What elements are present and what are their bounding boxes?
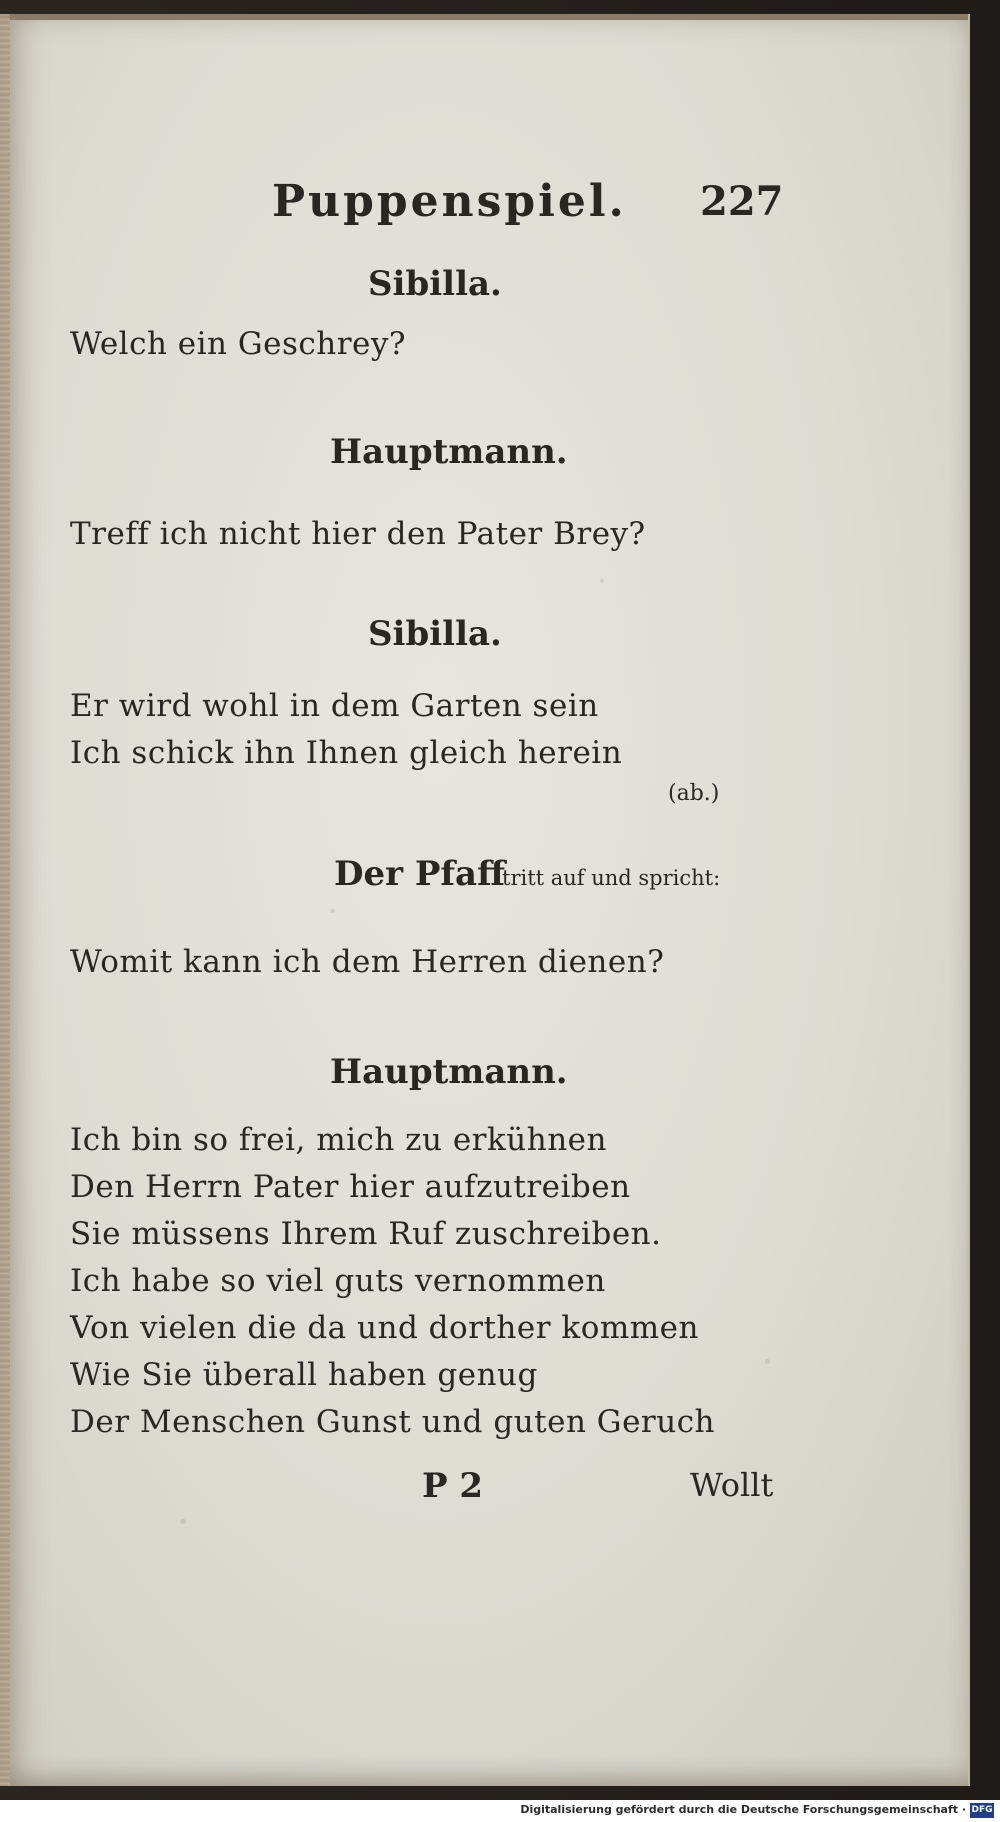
verse-line: Der Menschen Gunst und guten Geruch	[70, 1404, 716, 1440]
verse-line: Sie müssens Ihrem Ruf zuschreiben.	[70, 1216, 662, 1252]
speaker-name: Sibilla.	[368, 614, 502, 654]
verse-line: Ich habe so viel guts vernommen	[70, 1263, 606, 1299]
verse-line: Welch ein Geschrey?	[70, 326, 406, 362]
page-number: 227	[700, 178, 784, 225]
verse-line: Den Herrn Pater hier aufzutreiben	[70, 1169, 631, 1205]
book-page	[0, 14, 970, 1786]
stage-direction: (ab.)	[668, 781, 720, 806]
verse-line: Treff ich nicht hier den Pater Brey?	[70, 516, 646, 552]
running-title: Puppenspiel.	[272, 176, 627, 227]
dfg-credit-text: Digitalisierung gefördert durch die Deutsche Forschungsgemeinschaft ·	[520, 1803, 966, 1816]
speaker-name: Der Pfaff	[334, 854, 505, 894]
verse-line: Wie Sie überall haben genug	[70, 1357, 538, 1393]
paper-speck	[600, 579, 604, 583]
verse-line: Von vielen die da und dorther kommen	[70, 1310, 699, 1346]
speaker-name: Sibilla.	[368, 264, 502, 304]
verse-line: Er wird wohl in dem Garten sein	[70, 688, 599, 724]
dfg-logo-icon[interactable]: DFG	[970, 1803, 994, 1818]
speaker-name: Hauptmann.	[330, 1052, 568, 1092]
verse-line: Ich bin so frei, mich zu erkühnen	[70, 1122, 607, 1158]
verse-line: Ich schick ihn Ihnen gleich herein	[70, 735, 623, 771]
paper-speck	[330, 909, 335, 913]
speaker-note: tritt auf und spricht:	[502, 866, 721, 890]
page-top-edge	[0, 14, 968, 20]
verse-line: Womit kann ich dem Herren dienen?	[70, 944, 665, 980]
paper-speck	[180, 1519, 186, 1524]
catchword: Wollt	[690, 1466, 774, 1504]
page-left-edge	[0, 14, 10, 1786]
signature-mark: P 2	[422, 1466, 484, 1506]
dfg-credit-bar	[0, 1800, 1000, 1822]
speaker-name: Hauptmann.	[330, 432, 568, 472]
paper-speck	[765, 1359, 770, 1364]
